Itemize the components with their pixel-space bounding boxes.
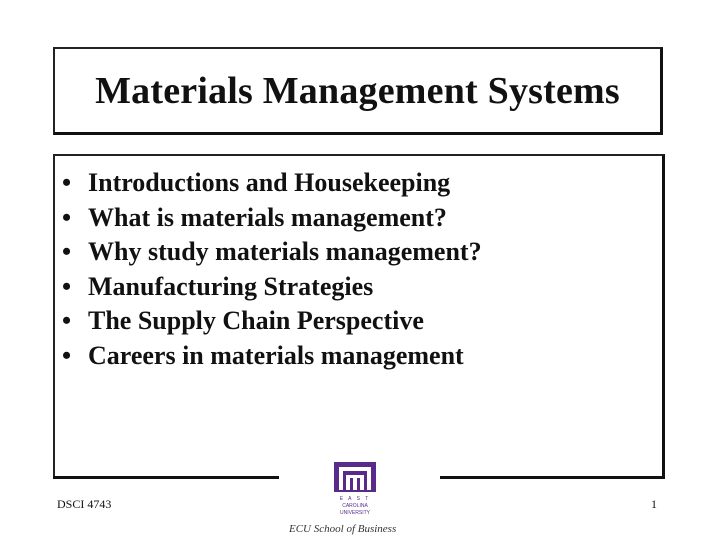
bullet-item [62, 201, 482, 236]
bullet-item [62, 304, 482, 339]
title-box [53, 47, 663, 135]
svg-text:UNIVERSITY: UNIVERSITY [339, 510, 371, 516]
bullet-text: The Supply Chain Perspective [88, 306, 424, 335]
bottom-border-right [440, 476, 665, 479]
bullet-text: Careers in materials management [88, 340, 464, 370]
bullet-marker: • [62, 237, 72, 266]
logo-caption: ECU School of Business [289, 523, 397, 535]
svg-text:E A S T: E A S T [339, 496, 371, 502]
svg-text:CAROLINA: CAROLINA [342, 503, 368, 509]
bullet-item [62, 166, 482, 201]
bullet-text: What is materials management? [88, 202, 447, 232]
slide-title: Materials Management Systems [95, 69, 620, 112]
content-box [53, 154, 665, 479]
ecu-logo-icon [320, 460, 390, 522]
bullet-text: Introductions and Housekeeping [88, 168, 451, 197]
course-code: DSCI 4743 [57, 497, 112, 511]
page-number: 1 [651, 497, 657, 511]
bullet-item [62, 235, 482, 270]
bullet-item [62, 339, 482, 374]
bullet-list [62, 166, 482, 373]
bullet-marker: • [62, 168, 72, 197]
bullet-marker: • [62, 271, 72, 301]
bullet-text: Manufacturing Strategies [88, 271, 374, 301]
bullet-marker: • [62, 202, 72, 232]
bottom-border-left [53, 476, 279, 479]
bullet-text: Why study materials management? [88, 237, 482, 266]
bullet-marker: • [62, 340, 72, 370]
bullet-marker: • [62, 306, 72, 335]
bullet-item [62, 270, 482, 305]
